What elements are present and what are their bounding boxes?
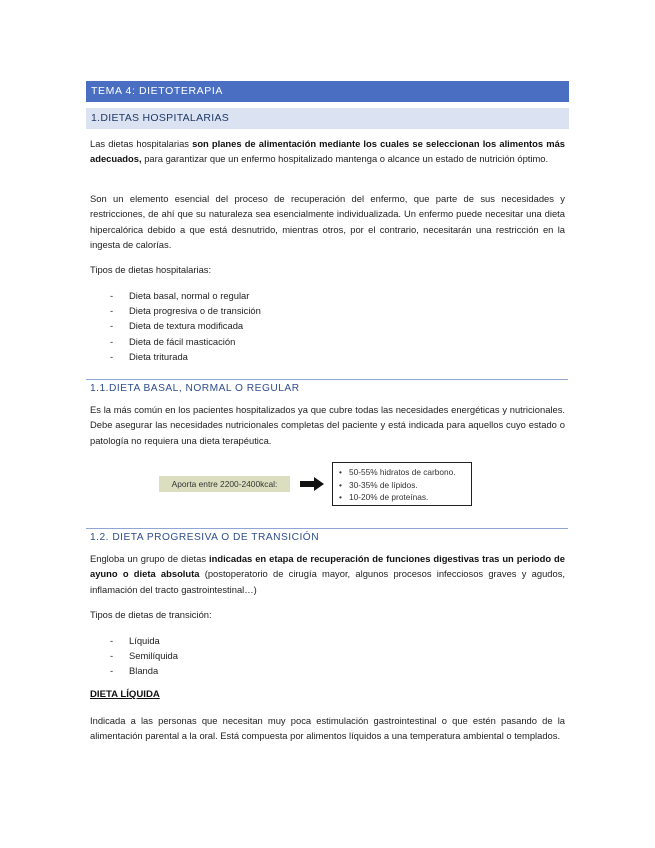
list-item: - Blanda — [110, 665, 159, 677]
topic-title-bar: TEMA 4: DIETOTERAPIA — [86, 81, 569, 102]
section-heading-dietas-hospitalarias: 1.DIETAS HOSPITALARIAS — [86, 108, 569, 129]
intro-paragraph — [90, 136, 565, 167]
list-item: - Líquida — [110, 635, 160, 646]
dieta-liquida-heading: DIETA LÍQUIDA — [90, 689, 160, 700]
dieta-liquida-paragraph: Indicada a las personas que necesitan muy poca estimulación gastrointestinal o que estén pasando de la alimentación parental a la oral. Está compuesta por alimentos líquidos a una temperatura ambiental o templados. — [90, 715, 565, 742]
section-heading-dieta-progresiva: 1.2. DIETA PROGRESIVA O DE TRANSICIÓN — [90, 532, 320, 543]
list-item: • 10-20% de proteínas. — [339, 491, 471, 504]
list-item: - Dieta triturada — [110, 350, 188, 362]
list-item: - Semilíquida — [110, 650, 178, 662]
arrow-right-icon — [300, 477, 324, 491]
list-item: - Dieta progresiva o de transición — [110, 305, 261, 317]
intro-text-bold: son planes de alimentación mediante los cuales se seleccionan los alimentos más adecuados, — [90, 138, 565, 165]
progresiva-text-post: (postoperatorio de cirugía mayor, algunos procesos infecciosos graves y agudos, inflamación del tracto gastrointestinal…) — [90, 568, 566, 595]
transition-diet-types-label: Tipos de dietas de transición: — [90, 609, 212, 620]
transition-diet-types-list — [110, 633, 178, 679]
section-heading-dieta-basal: 1.1.DIETA BASAL, NORMAL O REGULAR — [90, 383, 300, 394]
list-item: • 30-35% de lípidos. — [339, 479, 471, 492]
intro-text-post: para garantizar que un enfermo hospitalizado mantenga o alcance un estado de nutrición óptimo. — [141, 153, 549, 165]
progresiva-text-bold: indicadas en etapa de recuperación de funciones digestivas tras un periodo de ayuno o dieta absoluta — [90, 553, 565, 580]
recovery-paragraph: Son un elemento esencial del proceso de recuperación del enfermo, que parte de sus necesidades y restricciones, de ahí que su naturaleza sea esencialmente individualizada. Un enfermo puede necesitar una dieta hipercalórica debido a que está desnutrido, mientras otros, por el contrario, necesitarán una restricción en la ingesta de calorías. — [90, 193, 565, 251]
list-item: • 50-55% hidratos de carbono. — [339, 466, 471, 479]
macronutrient-box — [332, 462, 472, 506]
dieta-progresiva-paragraph — [90, 551, 565, 597]
kcal-label: Aporta entre 2200-2400kcal: — [159, 476, 290, 492]
hospital-diet-types-label: Tipos de dietas hospitalarias: — [90, 264, 212, 275]
dieta-basal-paragraph: Es la más común en los pacientes hospitalizados ya que cubre todas las necesidades energéticas y nutricionales. Debe asegurar las necesidades nutricionales completas del paciente y está indicada para aquellos cuyo estado o patología no requiera una dieta terapéutica. — [90, 404, 565, 446]
progresiva-text-pre: Engloba un grupo de dietas — [90, 553, 210, 564]
list-item: - Dieta de fácil masticación — [110, 335, 236, 347]
list-item: - Dieta basal, normal o regular — [110, 290, 250, 301]
list-item: - Dieta de textura modificada — [110, 320, 244, 332]
hospital-diet-types-list — [110, 288, 261, 364]
intro-text-pre: Las dietas hospitalarias — [90, 138, 193, 149]
